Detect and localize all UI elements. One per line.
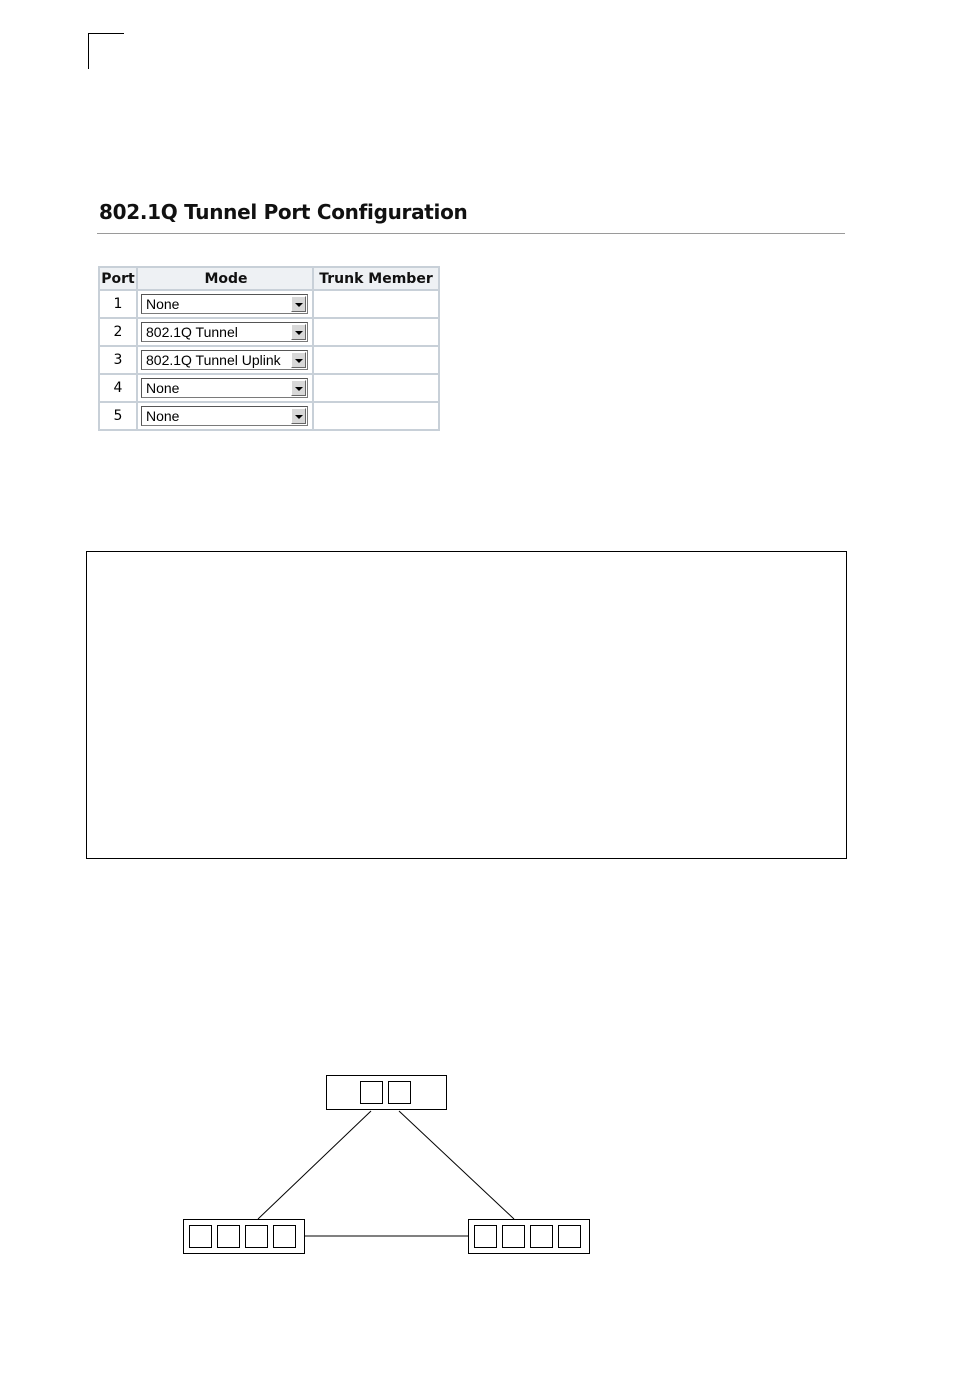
trunk-member-column-header: Trunk Member (313, 267, 439, 290)
crop-mark-horizontal (88, 33, 124, 34)
switch-port (559, 1226, 581, 1248)
switch-port (503, 1226, 525, 1248)
table-row (99, 346, 439, 374)
mode-select-value: None (146, 296, 180, 312)
mode-select[interactable] (141, 322, 308, 342)
chevron-down-icon[interactable] (291, 324, 306, 340)
switch-port (274, 1226, 296, 1248)
trunk-member-cell (313, 402, 439, 430)
mode-select-value: 802.1Q Tunnel Uplink (146, 352, 281, 368)
mode-cell (137, 402, 313, 430)
port-number: 5 (99, 402, 137, 430)
tunnel-port-table (98, 266, 440, 431)
table-row (99, 318, 439, 346)
mode-cell (137, 318, 313, 346)
mode-select-value: 802.1Q Tunnel (146, 324, 238, 340)
table-row (99, 402, 439, 430)
page-title: 802.1Q Tunnel Port Configuration (99, 200, 468, 224)
right-switch (469, 1220, 590, 1254)
chevron-down-icon[interactable] (291, 408, 306, 424)
title-divider (97, 233, 845, 234)
chevron-down-icon[interactable] (291, 380, 306, 396)
mode-select[interactable] (141, 294, 308, 314)
port-number: 1 (99, 290, 137, 318)
top-switch (327, 1076, 447, 1110)
trunk-member-cell (313, 374, 439, 402)
trunk-member-cell (313, 346, 439, 374)
port-number: 3 (99, 346, 137, 374)
switch-port (531, 1226, 553, 1248)
mode-select-value: None (146, 380, 180, 396)
chevron-down-icon[interactable] (291, 352, 306, 368)
mode-select[interactable] (141, 406, 308, 426)
switch-port (475, 1226, 497, 1248)
table-header-row (99, 267, 439, 290)
switch-port (246, 1226, 268, 1248)
mode-select[interactable] (141, 378, 308, 398)
port-number: 4 (99, 374, 137, 402)
chevron-down-icon[interactable] (291, 296, 306, 312)
left-switch (184, 1220, 305, 1254)
table-row (99, 374, 439, 402)
mode-cell (137, 290, 313, 318)
mode-column-header: Mode (137, 267, 313, 290)
trunk-member-cell (313, 318, 439, 346)
mode-cell (137, 346, 313, 374)
crop-mark-vertical (88, 33, 89, 69)
mode-select-value: None (146, 408, 180, 424)
port-number: 2 (99, 318, 137, 346)
switch-port (218, 1226, 240, 1248)
switch-port (190, 1226, 212, 1248)
switch-port (361, 1082, 383, 1104)
port-column-header: Port (99, 267, 137, 290)
link-top-right (399, 1111, 514, 1219)
empty-figure-frame (86, 551, 847, 859)
table-row (99, 290, 439, 318)
trunk-member-cell (313, 290, 439, 318)
switch-port (389, 1082, 411, 1104)
link-top-left (258, 1111, 371, 1219)
mode-select[interactable] (141, 350, 308, 370)
mode-cell (137, 374, 313, 402)
